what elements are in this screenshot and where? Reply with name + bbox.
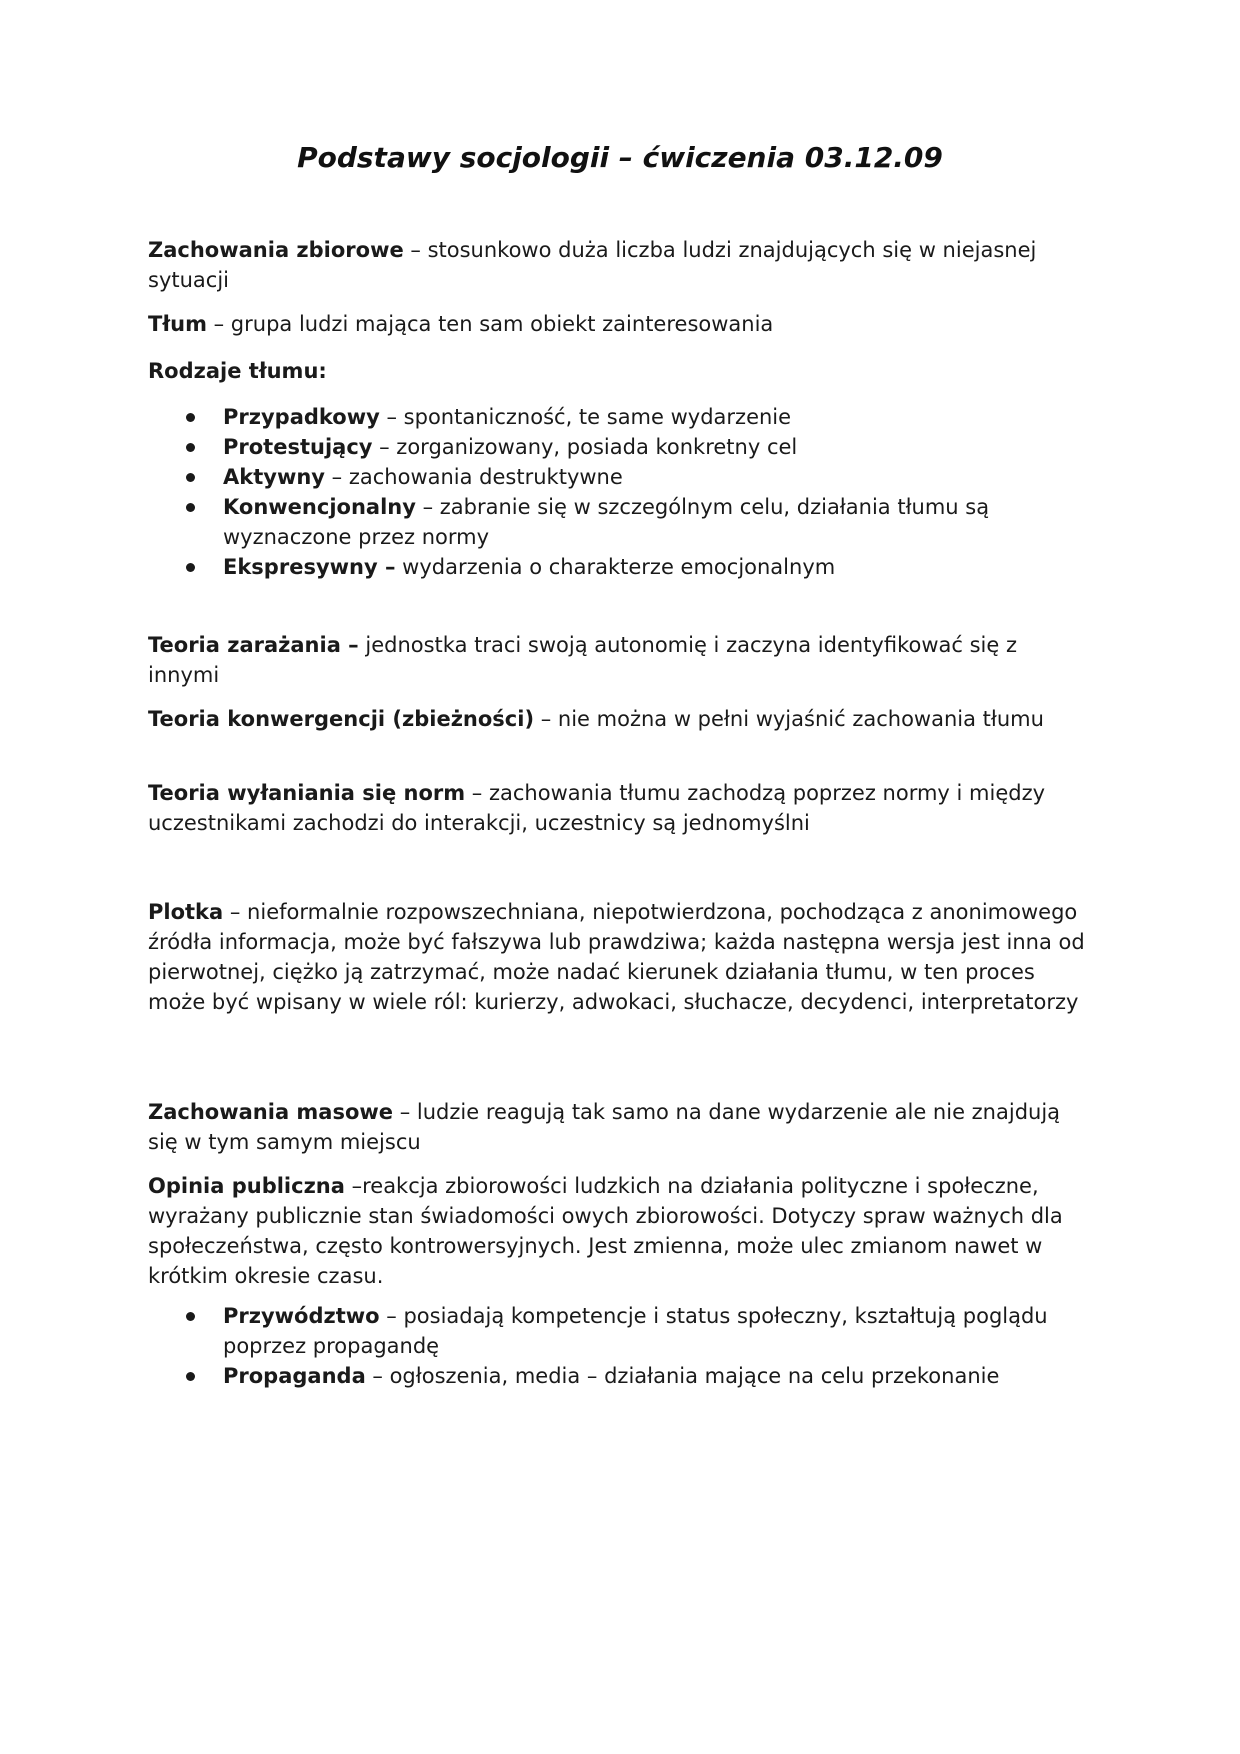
definition-text: – zachowania tłumu zachodzą poprzez normy i między uczestnikami zachodzi do interakcji, uczestnicy są jednomyślni (148, 781, 1046, 835)
definition-plotka (148, 897, 1088, 1017)
term: Konwencjonalny (223, 495, 416, 519)
list-item (148, 402, 1088, 432)
definition-zachowania-zbiorowe (148, 235, 1088, 295)
term: Przypadkowy (223, 405, 380, 429)
term: Teoria konwergencji (zbieżności) (148, 707, 535, 731)
definition-text: – stosunkowo duża liczba ludzi znajdujących się w niejasnej sytuacji (148, 238, 1037, 292)
term: Opinia publiczna (148, 1174, 345, 1198)
page-title: Podstawy socjologii – ćwiczenia 03.12.09 (297, 141, 943, 174)
list-item (148, 1361, 1088, 1391)
definition-text: – nieformalnie rozpowszechniana, niepotwierdzona, pochodząca z anonimowego źródła informacja, może być fałszywa lub prawdziwa; każda następna wersja jest inna od pierwotnej, ciężko ją zatrzymać, może nadać kierunek działania tłumu, w ten proces może być wpisany w wiele ról: kurierzy, adwokaci, słuchacze, decydenci, interpretatorzy (148, 900, 1085, 1014)
bullet-icon (186, 563, 195, 572)
term: Tłum (148, 312, 207, 336)
list-item (148, 492, 1088, 552)
term: Propaganda (223, 1364, 366, 1388)
definition-text: – ogłoszenia, media – działania mające na celu przekonanie (365, 1364, 1000, 1388)
term: Teoria zarażania – (148, 633, 359, 657)
term: Teoria wyłaniania się norm (148, 781, 466, 805)
definition-text: – zabranie się w szczególnym celu, działania tłumu są wyznaczone przez normy (223, 495, 990, 549)
list-item (148, 432, 1088, 462)
term: Przywództwo (223, 1304, 380, 1328)
bullet-icon (186, 443, 195, 452)
definition-teoria-norm (148, 778, 1088, 838)
definition-text: – grupa ludzi mająca ten sam obiekt zainteresowania (206, 312, 774, 336)
bullet-icon (186, 413, 195, 422)
definition-teoria-zarazania (148, 630, 1088, 690)
definition-text: – nie można w pełni wyjaśnić zachowania tłumu (534, 707, 1044, 731)
definition-text: – ludzie reagują tak samo na dane wydarzenie ale nie znajdują się w tym samym miejscu (148, 1100, 1061, 1154)
term: Protestujący (223, 435, 373, 459)
bullet-icon (186, 1312, 195, 1321)
definition-text: –reakcja zbiorowości ludzkich na działania polityczne i społeczne, wyrażany publicznie stan świadomości owych zbiorowości. Dotyczy spraw ważnych dla społeczeństwa, często kontrowersyjnych. Jest zmienna, może ulec zmianom nawet w krótkim okresie czasu. (148, 1174, 1063, 1288)
term: Ekspresywny – (223, 555, 396, 579)
term: Zachowania masowe (148, 1100, 394, 1124)
definition-text: jednostka traci swoją autonomię i zaczyna identyfikować się z innymi (148, 633, 1018, 687)
definition-opinia-publiczna (148, 1171, 1088, 1291)
definition-text: – posiadają kompetencje i status społeczny, kształtują poglądu poprzez propagandę (223, 1304, 1048, 1358)
bullet-icon (186, 1372, 195, 1381)
definition-zachowania-masowe (148, 1097, 1088, 1157)
term: Zachowania zbiorowe (148, 238, 404, 262)
section-heading-rodzaje: Rodzaje tłumu: (148, 359, 327, 383)
list-item (148, 462, 1088, 492)
definition-text: – spontaniczność, te same wydarzenie (379, 405, 792, 429)
definition-text: – zorganizowany, posiada konkretny cel (372, 435, 798, 459)
list-item (148, 552, 1088, 582)
term: Plotka (148, 900, 224, 924)
definition-tlum (148, 309, 1088, 339)
definition-text: – zachowania destruktywne (325, 465, 623, 489)
term: Aktywny (223, 465, 325, 489)
definition-teoria-konwergencji (148, 704, 1088, 734)
bullet-icon (186, 503, 195, 512)
bullet-icon (186, 473, 195, 482)
list-item (148, 1301, 1088, 1361)
rodzaje-list (148, 402, 1088, 582)
definition-text: wydarzenia o charakterze emocjonalnym (395, 555, 836, 579)
opinia-list (148, 1301, 1088, 1391)
